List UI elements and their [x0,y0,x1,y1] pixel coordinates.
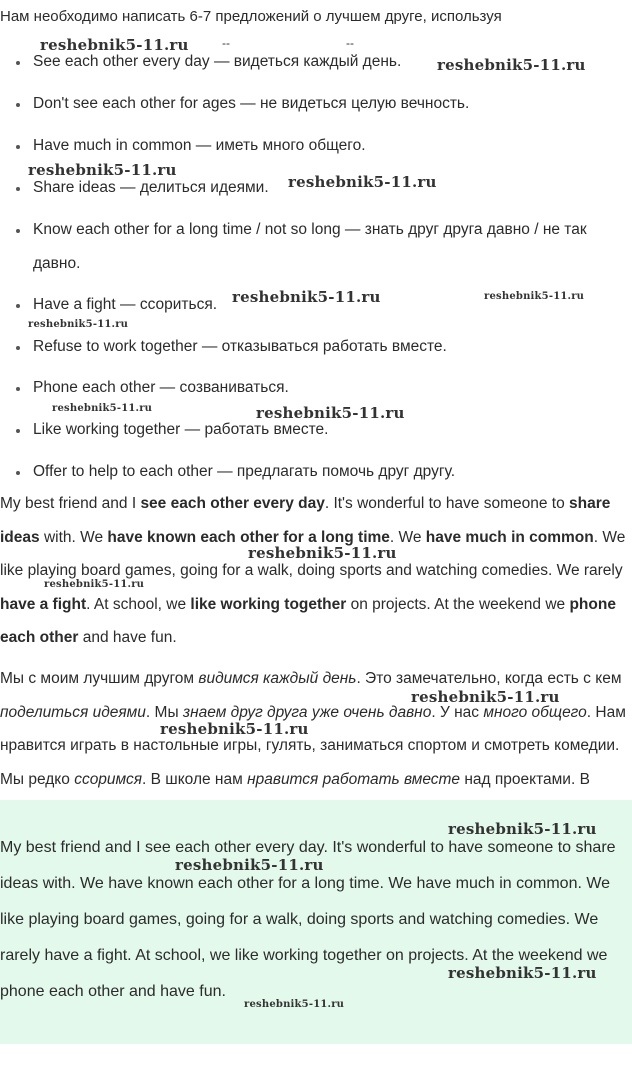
watermark: reshebnik5-11.ru [448,964,597,982]
watermark: reshebnik5-11.ru [437,56,586,74]
watermark: reshebnik5-11.ru [244,999,345,1010]
bullet-icon [16,61,20,65]
watermark: reshebnik5-11.ru [411,688,560,706]
watermark: reshebnik5-11.ru [44,579,145,590]
watermark: reshebnik5-11.ru [288,173,437,191]
watermark: reshebnik5-11.ru [448,820,597,838]
bullet-icon [16,103,20,107]
watermark: reshebnik5-11.ru [175,856,324,874]
bullet-icon [16,387,20,391]
paragraph-english: My best friend and I see each other every day. It's wonderful to have someone to share ideas with. We have known each other for a long time. We have much in common. We like playing board games, going for a walk, doing sports and watching comedies. We rarely have a fight. At school, we like working together on projects. At the weekend we phone each other and have fun. [0,495,626,646]
watermark: reshebnik5-11.ru [160,720,309,738]
watermark: reshebnik5-11.ru [256,404,405,422]
watermark: reshebnik5-11.ru [40,36,189,54]
bullet-icon [16,187,20,191]
watermark: reshebnik5-11.ru [52,403,153,414]
dash-mark: -- [222,36,230,50]
watermark: reshebnik5-11.ru [484,291,585,302]
paragraph-answer: My best friend and I see each other every day. It's wonderful to have someone to share ideas with. We have known each other for a long time. We have much in common. We like playing board games, going for a walk, doing sports and watching comedies. We rarely have a fight. At school, we like working together on projects. At the weekend we phone each other and have fun. [0,839,616,1000]
watermark: reshebnik5-11.ru [232,288,381,306]
dash-mark: -- [346,36,354,50]
bullet-icon [16,229,20,233]
watermark: reshebnik5-11.ru [28,161,177,179]
watermark: reshebnik5-11.ru [28,319,129,330]
watermark: reshebnik5-11.ru [248,544,397,562]
bullet-icon [16,304,20,308]
bullet-icon [16,429,20,433]
bullet-icon [16,346,20,350]
intro-text: Нам необходимо написать 6-7 предложений о лучшем друге, используя [0,8,502,25]
bullet-icon [16,145,20,149]
paragraph-russian: Мы с моим лучшим другом видимся каждый день. Это замечательно, когда есть с кем поделиться идеями. Мы знаем друг друга уже очень давно. У нас много общего. Нам нравится играть в настольные игры, гулять, заниматься спортом и смотреть комедии. Мы редко ссоримся. В школе нам нравится работать вместе над проектами. В [0,670,626,788]
bullet-icon [16,471,20,475]
